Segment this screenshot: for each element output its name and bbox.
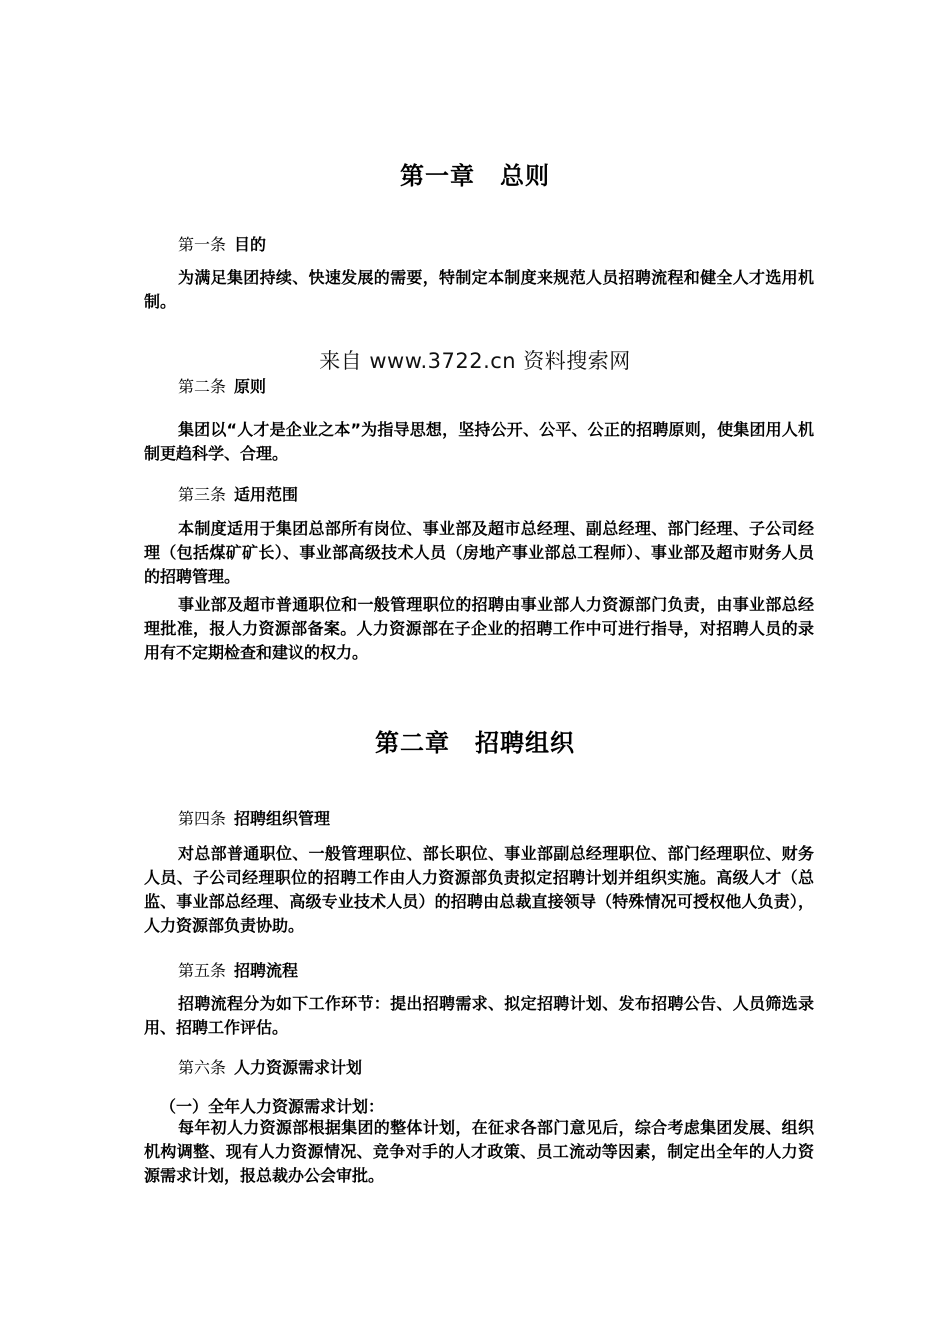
article-5-number: 第五条 <box>178 961 227 980</box>
article-2-number: 第二条 <box>178 377 227 396</box>
article-1-title: 目的 <box>234 235 267 254</box>
article-2-title: 原则 <box>234 377 267 396</box>
article-6-number: 第六条 <box>178 1058 227 1077</box>
article-5-body: 招聘流程分为如下工作环节：提出招聘需求、拟定招聘计划、发布招聘公告、人员筛选录用、招聘工作评估。 <box>144 994 814 1037</box>
chapter-1-title: 第一章 总则 <box>400 162 550 190</box>
article-1-body: 为满足集团持续、快速发展的需要，特制定本制度来规范人员招聘流程和健全人才选用机制。 <box>144 268 814 311</box>
chapter-2-title: 第二章 招聘组织 <box>375 729 575 757</box>
article-1-number: 第一条 <box>178 235 227 254</box>
article-3-title: 适用范围 <box>234 485 299 504</box>
article-3-heading <box>178 482 298 505</box>
article-2-heading <box>178 374 266 397</box>
article-4-heading <box>178 806 330 829</box>
article-4-title: 招聘组织管理 <box>234 809 331 828</box>
article-3-number: 第三条 <box>178 485 227 504</box>
article-6-heading <box>178 1055 362 1078</box>
article-5-title: 招聘流程 <box>234 961 299 980</box>
source-watermark: 来自 www.3722.cn 资料搜索网 <box>319 349 631 373</box>
article-5-heading <box>178 958 298 981</box>
article-3-body-1: 本制度适用于集团总部所有岗位、事业部及超市总经理、副总经理、部门经理、子公司经理（包括煤矿矿长）、事业部高级技术人员（房地产事业部总工程师）、事业部及超市财务人员的招聘管理。 <box>144 519 814 586</box>
article-6-body: 每年初人力资源部根据集团的整体计划，在征求各部门意见后，综合考虑集团发展、组织机构调整、现有人力资源情况、竞争对手的人才政策、员工流动等因素，制定出全年的人力资源需求计划，报总裁办公会审批。 <box>144 1118 814 1185</box>
article-2-body: 集团以“人才是企业之本”为指导思想，坚持公开、公平、公正的招聘原则，使集团用人机制更趋科学、合理。 <box>144 420 814 463</box>
article-4-number: 第四条 <box>178 809 227 828</box>
article-1-heading <box>178 232 266 255</box>
article-6-subheading-1: （一）全年人力资源需求计划： <box>160 1097 385 1116</box>
article-4-body: 对总部普通职位、一般管理职位、部长职位、事业部副总经理职位、部门经理职位、财务人员、子公司经理职位的招聘工作由人力资源部负责拟定招聘计划并组织实施。高级人才（总监、事业部总经理、高级专业技术人员）的招聘由总裁直接领导（特殊情况可授权他人负责），人力资源部负责协助。 <box>144 844 814 935</box>
article-3-body-2: 事业部及超市普通职位和一般管理职位的招聘由事业部人力资源部门负责，由事业部总经理批准，报人力资源部备案。人力资源部在子企业的招聘工作中可进行指导，对招聘人员的录用有不定期检查和建议的权力。 <box>144 595 814 662</box>
article-6-title: 人力资源需求计划 <box>234 1058 363 1077</box>
